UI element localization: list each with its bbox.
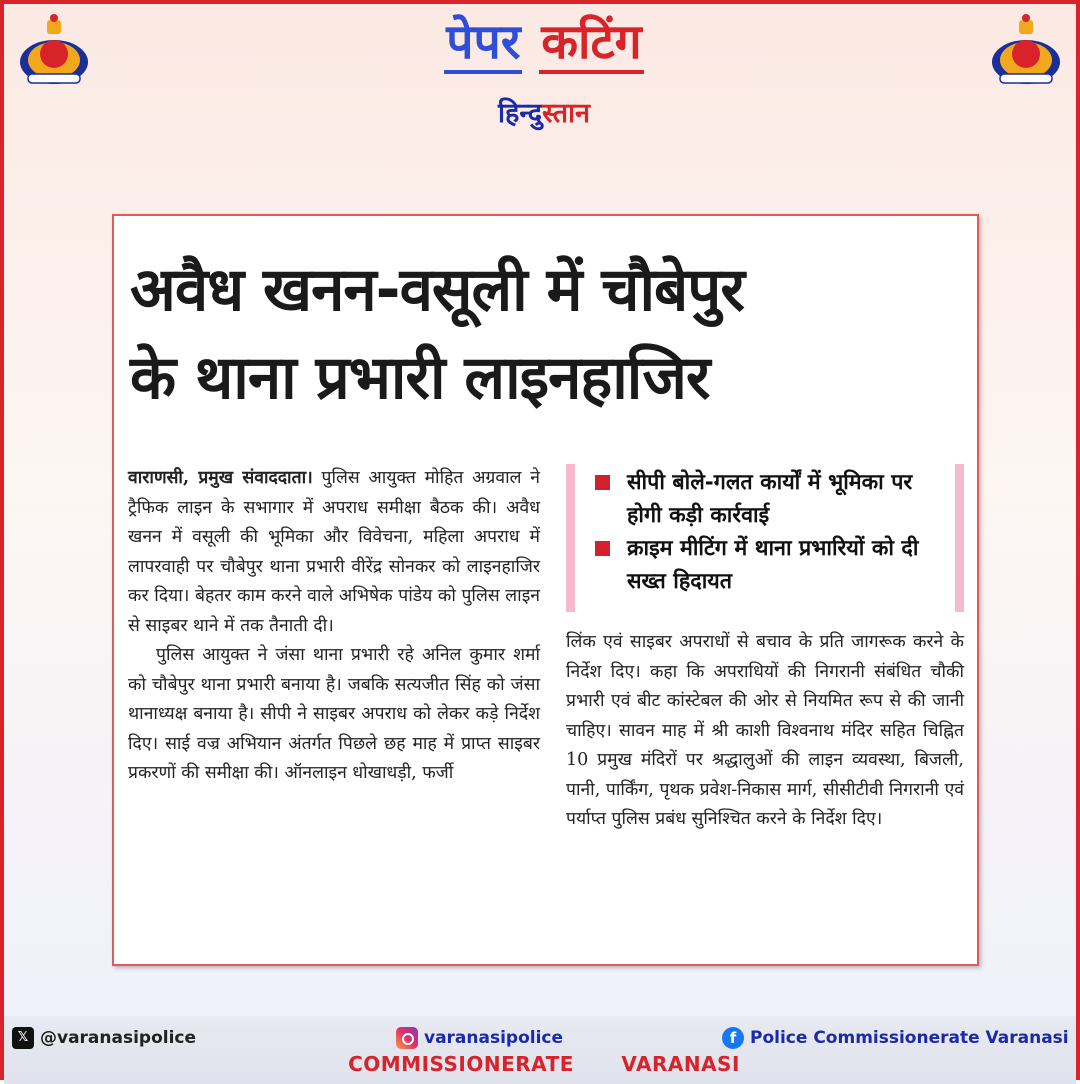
highlight-item	[593, 466, 945, 532]
newspaper-clipping	[112, 214, 979, 966]
bullet-square-icon	[595, 541, 610, 556]
article-paragraph-2: पुलिस आयुक्त ने जंसा थाना प्रभारी रहे अनिल कुमार शर्मा को चौबेपुर थाना प्रभारी बनाया है। जबकि सत्यजीत सिंह को जंसा थानाध्यक्ष बनाया है। सीपी ने साइबर अपराध को लेकर कड़े निर्देश दिए। साई वज्र अभियान अंतर्गत पिछले छह माह में प्राप्त साइबर प्रकरणों की समीक्षा की। ऑनलाइन धोखाधड़ी, फर्जी	[128, 645, 540, 783]
x-handle-link[interactable]	[12, 1026, 196, 1050]
highlight-text: क्राइम मीटिंग में थाना प्रभारियों को दी सख्त हिदायत	[627, 536, 919, 594]
newspaper-name-part1: हिन्दु	[498, 98, 543, 129]
facebook-page-link[interactable]	[722, 1026, 1069, 1050]
instagram-handle-link[interactable]	[396, 1026, 563, 1050]
dateline: वाराणसी, प्रमुख संवाददाता।	[128, 468, 313, 488]
brand-word-commissionerate: COMMISSIONERATE	[348, 1052, 574, 1076]
bullet-square-icon	[595, 475, 610, 490]
headline-line-1: अवैध खनन-वसूली में चौबेपुर	[130, 255, 744, 325]
facebook-page-name: Police Commissionerate Varanasi	[750, 1028, 1069, 1048]
article-paragraph-1: पुलिस आयुक्त मोहित अग्रवाल ने ट्रैफिक लाइन के सभागार में अपराध समीक्षा बैठक की। अवैध खनन में वसूली की भूमिका और विवेचना, महिला अपराध में लापरवाही पर चौबेपुर थाना प्रभारी वीरेंद्र सोनकर को लाइनहाजिर कर दिया। बेहतर काम करने वाले अभिषेक पांडेय को पुलिस लाइन से साइबर थाने में तक तैनाती दी।	[128, 468, 540, 636]
headline-line-2: के थाना प्रभारी लाइनहाजिर	[130, 343, 710, 413]
x-handle: @varanasipolice	[40, 1028, 197, 1048]
instagram-handle: varanasipolice	[424, 1028, 564, 1048]
page-title	[4, 10, 1080, 74]
x-logo-icon: 𝕏	[12, 1027, 34, 1049]
footer-bar	[4, 1016, 1076, 1084]
title-word-paper: पेपर	[444, 14, 522, 74]
footer-brand	[4, 1052, 1080, 1076]
article-column-left	[128, 464, 540, 789]
facebook-icon: f	[722, 1027, 744, 1049]
highlight-item	[593, 532, 945, 598]
article-column-right	[566, 628, 964, 835]
brand-word-varanasi: VARANASI	[621, 1052, 740, 1076]
article-paragraph-3: लिंक एवं साइबर अपराधों से बचाव के प्रति जागरूक करने के निर्देश दिए। कहा कि अपराधियों की निगरानी संबंधित चौकी प्रभारी एवं बीट कांस्टेबल की ओर से नियमित रूप से की जानी चाहिए। सावन माह में श्री काशी विश्वनाथ मंदिर सहित चिह्नित 10 प्रमुख मंदिरों पर श्रद्धालुओं की लाइन व्यवस्था, बिजली, पानी, पार्किंग, पृथक प्रवेश-निकास मार्ग, सीसीटीवी निगरानी एवं पर्याप्त पुलिस प्रबंध सुनिश्चित करने के निर्देश दिए।	[566, 632, 964, 829]
title-word-cutting: कटिंग	[539, 14, 644, 74]
clipping-headline	[130, 246, 960, 422]
newspaper-name	[4, 94, 1080, 134]
highlights-box	[566, 464, 964, 612]
instagram-icon	[396, 1027, 418, 1049]
newspaper-name-part2: स्तान	[542, 98, 590, 129]
highlight-text: सीपी बोले-गलत कार्यों में भूमिका पर होगी कड़ी कार्रवाई	[627, 470, 913, 528]
